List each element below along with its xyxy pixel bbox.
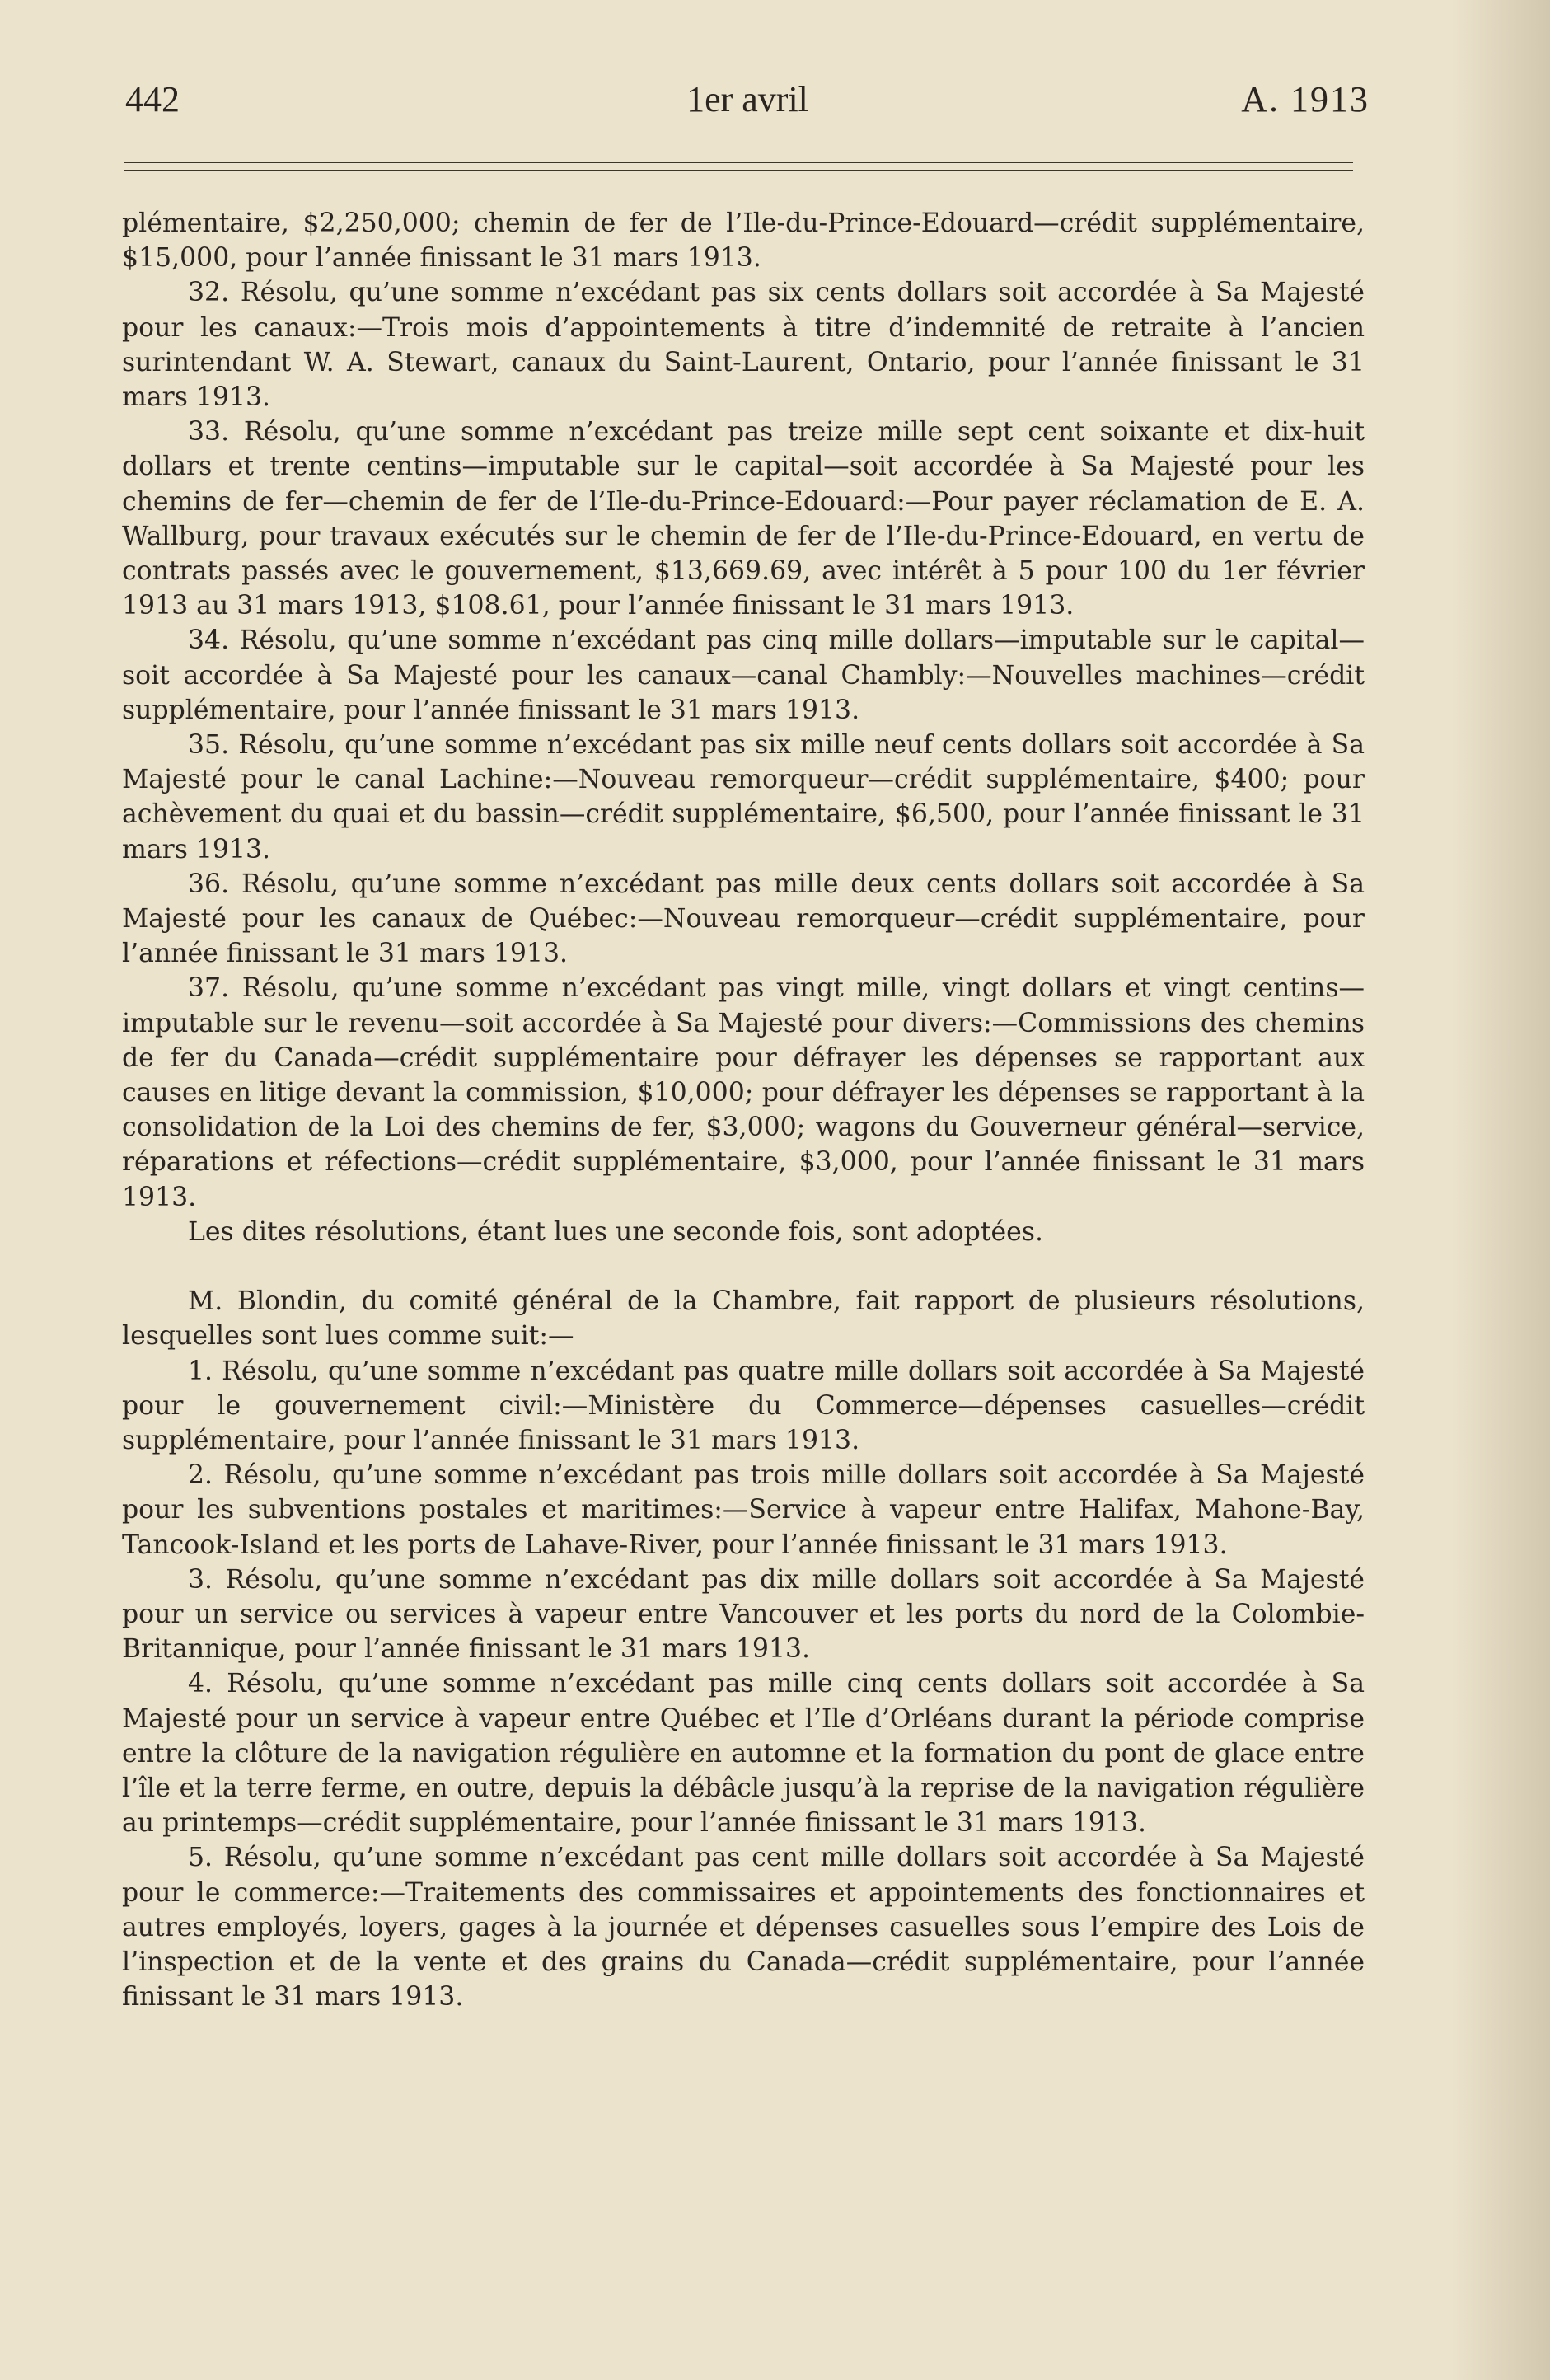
header-rule-top <box>124 162 1353 163</box>
page-body <box>122 206 1365 2014</box>
resolution-37: 37. Résolu, qu’une somme n’excédant pas vingt mille, vingt dollars et vingt centins—imputable sur le revenu—soit accordée à Sa Majesté pour divers:—Commissions des chemins de fer du Canada—crédit supplémentaire pour défrayer les dépenses se rapportant aux causes en litige devant la commission, $10,000; pour défrayer les dépenses se rapportant à la consolidation de la Loi des chemins de fer, $3,000; wagons du Gouverneur général—service, réparations et réfections—crédit supplémentaire, $3,000, pour l’année finissant le 31 mars 1913. <box>122 973 1365 1212</box>
resolution-36: 36. Résolu, qu’une somme n’excédant pas mille deux cents dollars soit accordée à Sa Majesté pour les canaux de Québec:—Nouveau remorqueur—crédit supplémentaire, pour l’année finissant le 31 mars 1913. <box>122 869 1365 969</box>
resolution-1: 1. Résolu, qu’une somme n’excédant pas quatre mille dollars soit accordée à Sa Majesté pour le gouvernement civil:—Ministère du Commerce—dépenses casuelles—crédit supplémentaire, pour l’année finissant le 31 mars 1913. <box>122 1356 1365 1455</box>
resolution-4: 4. Résolu, qu’une somme n’excédant pas mille cinq cents dollars soit accordée à Sa Majesté pour un service à vapeur entre Québec et l’Ile d’Orléans durant la période comprise entre la clôture de la navigation régulière en automne et la formation du pont de glace entre l’île et la terre ferme, en outre, depuis la débâcle jusqu’à la reprise de la navigation régulière au printemps—crédit supplémentaire, pour l’année finissant le 31 mars 1913. <box>122 1669 1365 1839</box>
header-rule-bottom <box>124 170 1353 171</box>
resolution-5: 5. Résolu, qu’une somme n’excédant pas cent mille dollars soit accordée à Sa Majesté pour le commerce:—Traitements des commissaires et appointements des fonctionnaires et autres employés, loyers, gages à la journée et dépenses casuelles sous l’empire des Lois de l’inspection et de la vente et des grains du Canada—crédit supplémentaire, pour l’année finissant le 31 mars 1913. <box>122 1843 1365 2012</box>
page-number: 442 <box>125 79 180 119</box>
committee-report-intro: M. Blondin, du comité général de la Chambre, fait rapport de plusieurs résolutions, lesquelles sont lues comme suit:— <box>122 1286 1365 1352</box>
resolution-3: 3. Résolu, qu’une somme n’excédant pas dix mille dollars soit accordée à Sa Majesté pour un service ou services à vapeur entre Vancouver et les ports du nord de la Colombie-Britannique, pour l’année finissant le 31 mars 1913. <box>122 1564 1365 1665</box>
resolution-2: 2. Résolu, qu’une somme n’excédant pas trois mille dollars soit accordée à Sa Majesté pour les subventions postales et maritimes:—Service à vapeur entre Halifax, Mahone-Bay, Tancook-Island et les ports de Lahave-River, pour l’année finissant le 31 mars 1913. <box>122 1460 1365 1560</box>
page-edge-shadow <box>1451 0 1550 2380</box>
resolution-32: 32. Résolu, qu’une somme n’excédant pas six cents dollars soit accordée à Sa Majesté pour les canaux:—Trois mois d’appointements à titre d’indemnité de retraite à l’ancien surintendant W. A. Stewart, canaux du Saint-Laurent, Ontario, pour l’année finissant le 31 mars 1913. <box>122 278 1365 413</box>
paragraph-continuation: plémentaire, $2,250,000; chemin de fer de l’Ile-du-Prince-Edouard—crédit supplémentaire, $15,000, pour l’année finissant le 31 mars 1913. <box>122 208 1365 274</box>
resolution-35: 35. Résolu, qu’une somme n’excédant pas six mille neuf cents dollars soit accordée à Sa Majesté pour le canal Lachine:—Nouveau remorqueur—crédit supplémentaire, $400; pour achèvement du quai et du bassin—crédit supplémentaire, $6,500, pour l’année finissant le 31 mars 1913. <box>122 730 1365 864</box>
adoption-statement: Les dites résolutions, étant lues une seconde fois, sont adoptées. <box>188 1216 1043 1247</box>
resolution-33: 33. Résolu, qu’une somme n’excédant pas treize mille sept cent soixante et dix-huit dollars et trente centins—imputable sur le capital—soit accordée à Sa Majesté pour les chemins de fer—chemin de fer de l’Ile-du-Prince-Edouard:—Pour payer réclamation de E. A. Wallburg, pour travaux exécutés sur le chemin de fer de l’Ile-du-Prince-Edouard, en vertu de contrats passés avec le gouvernement, $13,669.69, avec intérêt à 5 pour 100 du 1er février 1913 au 31 mars 1913, $108.61, pour l’année finissant le 31 mars 1913. <box>122 417 1365 621</box>
page-header <box>125 78 1370 144</box>
resolution-34: 34. Résolu, qu’une somme n’excédant pas cinq mille dollars—imputable sur le capital—soit accordée à Sa Majesté pour les canaux—canal Chambly:—Nouvelles machines—crédit supplémentaire, pour l’année finissant le 31 mars 1913. <box>122 625 1365 725</box>
page-date: 1er avril <box>686 79 808 119</box>
page-year: A. 1913 <box>1241 79 1370 119</box>
